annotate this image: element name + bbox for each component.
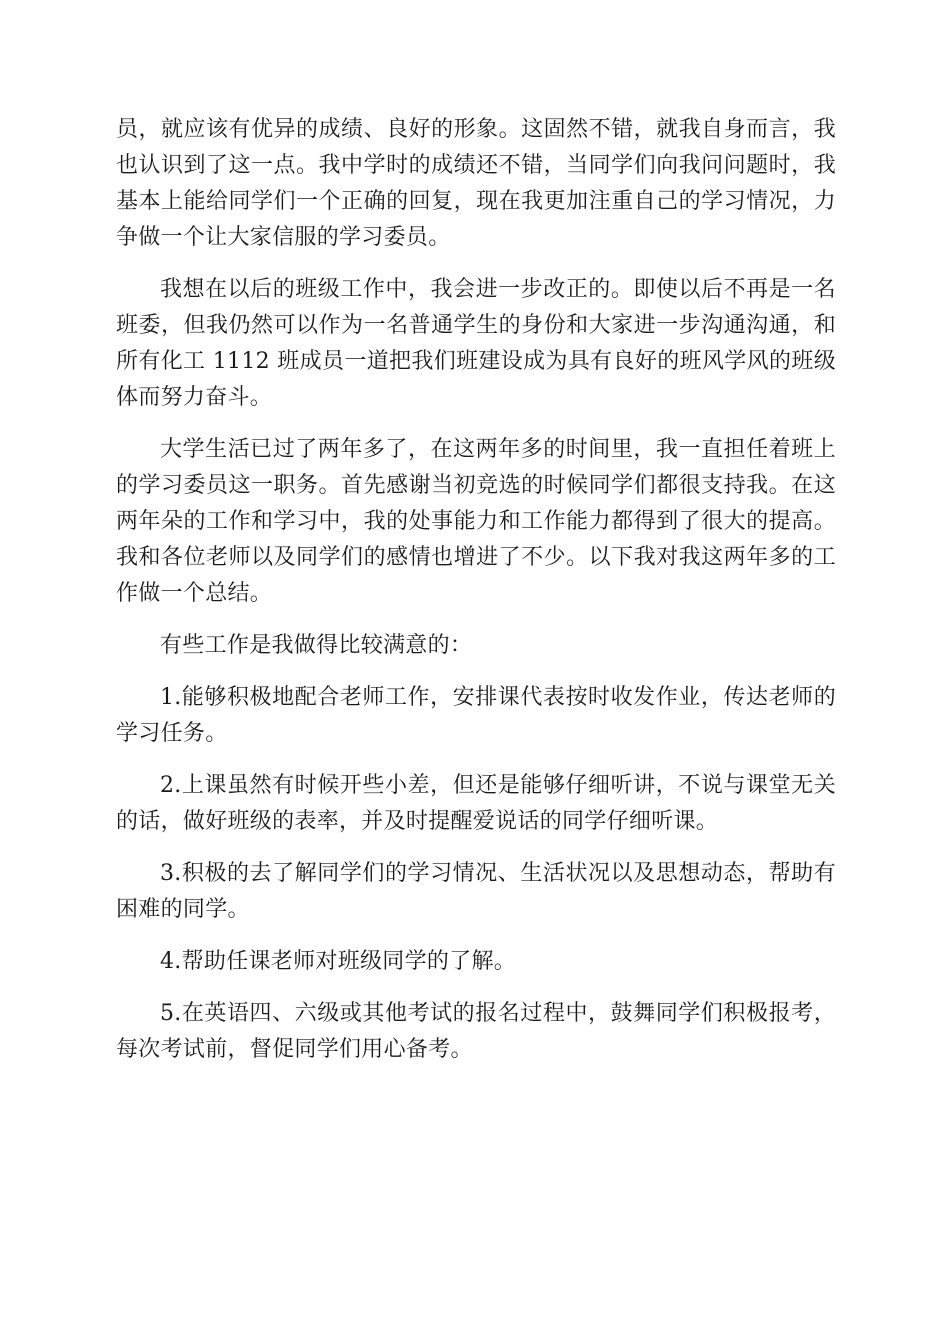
paragraph-future-work: 我想在以后的班级工作中，我会进一步改正的。即使以后不再是一名班委，但我仍然可以作为一名普通学生的身份和大家进一步沟通沟通，和所有化工 1112 班成员一道把我们班建设成为具有良好的班风学风的班级体而努力奋斗。 — [116, 277, 836, 410]
list-item-1: 1.能够积极地配合老师工作，安排课代表按时收发作业，传达老师的学习任务。 — [116, 685, 836, 746]
paragraph-satisfied-heading: 有些工作是我做得比较满意的： — [160, 633, 473, 658]
list-item-4: 4.帮助任课老师对班级同学的了解。 — [160, 949, 517, 974]
paragraph-summary-intro: 大学生活已过了两年多了，在这两年多的时间里，我一直担任着班上的学习委员这一职务。首先感谢当初竞选的时候同学们都很支持我。在这两年朵的工作和学习中，我的处事能力和工作能力都得到了很大的提高。我和各位老师以及同学们的感情也增进了不少。以下我对我这两年多的工作做一个总结。 — [116, 437, 836, 606]
list-item-3: 3.积极的去了解同学们的学习情况、生活状况以及思想动态，帮助有困难的同学。 — [116, 861, 836, 922]
document-body — [116, 112, 836, 1084]
paragraph-continuation: 员，就应该有优异的成绩、良好的形象。这固然不错，就我自身而言，我也认识到了这一点。我中学时的成绩还不错，当同学们向我问问题时，我基本上能给同学们一个正确的回复，现在我更加注重自己的学习情况，力争做一个让大家信服的学习委员。 — [116, 117, 836, 250]
list-item-2: 2.上课虽然有时候开些小差，但还是能够仔细听讲，不说与课堂无关的话，做好班级的表率，并及时提醒爱说话的同学仔细听课。 — [116, 773, 836, 834]
list-item-5: 5.在英语四、六级或其他考试的报名过程中，鼓舞同学们积极报考，每次考试前，督促同学们用心备考。 — [116, 1001, 836, 1062]
